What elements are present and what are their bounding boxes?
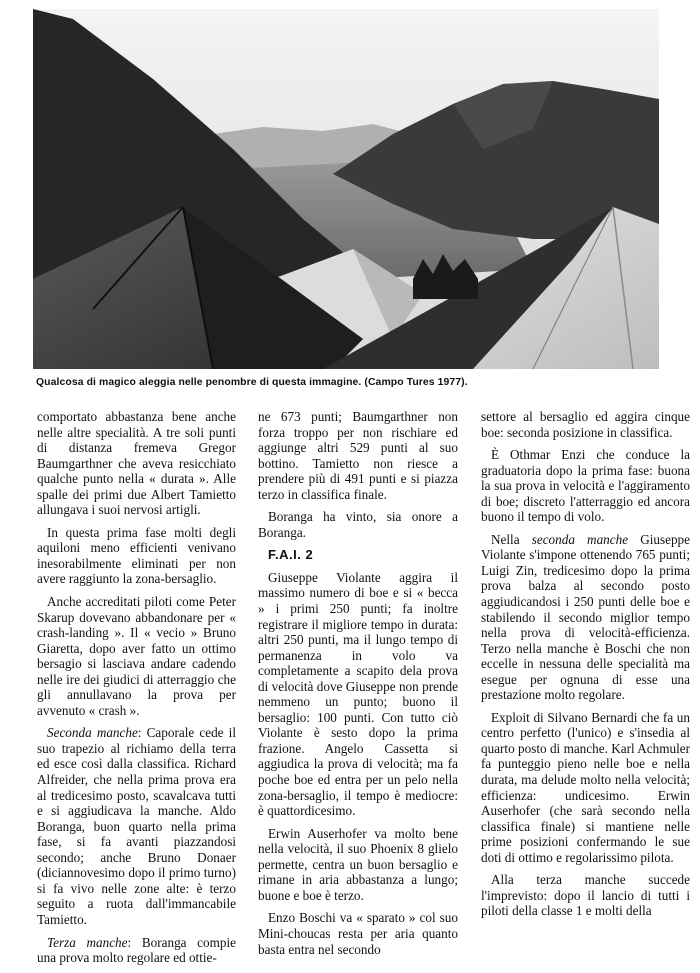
paragraph: In questa prima fase molti degli aquiloni meno efficienti venivano inesorabilmente eliminati per non avere raggiunto la zona-bersaglio. [37,524,236,587]
paragraph-text: Nella [491,531,532,547]
section-heading: F.A.I. 2 [268,547,314,563]
mountain-kites-photo [33,9,659,369]
paragraph: Enzo Boschi va « sparato » col suo Mini-choucas resta per aria quanto basta entra nel secondo [258,910,458,957]
paragraph [37,935,236,966]
paragraph: Erwin Auserhofer va molto bene nella velocità, il suo Phoenix 8 glielo permette, centra un buon bersaglio e rimane in aria abbastanza a lungo; buone e boe è terzo. [258,825,458,903]
paragraph [481,532,690,703]
photo [33,9,659,369]
paragraph: settore al bersaglio ed aggira cinque boe: seconda posizione in classifica. [481,409,690,440]
paragraph: ne 673 punti; Baumgarthner non forza troppo per non rischiare ed aggiunge altri 529 punti al suo bottino. Tamietto non riesce a prendere più di 491 punti e si piazza terzo in classifica finale. [258,409,458,502]
paragraph [37,725,236,927]
paragraph: Giuseppe Violante aggira il massimo numero di boe e si « becca » i primi 250 punti; fa inoltre registrare il migliore tempo in durata: altri 250 punti, ma il lungo tempo di permanenza in volo va completamente a scapito dela prova di velocità dove Giuseppe non prende nemmeno un punto; buono il bersaglio: 100 punti. Con tutto ciò Violante è sesto dopo la prima frazione. Angelo Cassetta si aggiudica la prova di velocità; ma fa poche boe ed entra per un pelo nella zona-bersaglio, il tempo è mediocre: è quattordicesimo. [258,569,458,819]
photo-caption: Qualcosa di magico aleggia nelle penombre di questa immagine. (Campo Tures 1977). [36,377,468,388]
paragraph: comportato abbastanza bene anche nelle altre specialità. A tre soli punti di distanza fremeva Gregor Baumgarthner che aveva resicchiato qualche punto nella « durata ». Alle spalle dei primi due Albert Tamietto allungava i suoi nervosi artigli. [37,409,236,518]
paragraph: Boranga ha vinto, sia onore a Boranga. [258,509,458,540]
paragraph: Anche accreditati piloti come Peter Skarup dovevano abbandonare per « crash-landing ». Il « vecio » Bruno Giaretta, dopo aver fatto un ottimo bersagio si lasciava andare cadendo nelle ire dei giudici di atterraggio che gli annullavano la prova per avvenuto « crash ». [37,594,236,718]
article-column-2 [258,409,458,964]
section-lead: Terza manche [47,934,128,950]
paragraph: Exploit di Silvano Bernardi che fa un centro perfetto (l'unico) e s'insedia al quarto posto di manche. Karl Achmuler fa punteggio pieno nelle boe e nella durata, ma delude molto nella velocità; efficienza: undicesimo. Erwin Auserhofer (che sarà secondo nella classifica finale) si mantiene nelle prime posizioni confermando le sue doti di ottimo e regolarissimo pilota. [481,709,690,865]
paragraph: Alla terza manche succede l'imprevisto: dopo il lancio di tutti i piloti della classe 1 e molti della [481,872,690,919]
section-lead: Seconda manche [47,725,138,741]
paragraph-text: : Boranga compie una prova molto regolare ed ottie- [37,934,236,966]
section-lead: seconda manche [531,531,629,547]
paragraph-text: : Caporale cede il suo trapezio al richiamo della terra ed esce così dalla classifica. Richard Alfreider, che nella prima prova era al tredicesimo posto, scavalcava tutti e si aggiudicava la manche. Aldo Boranga, buon quarto nella prima fase, si fa avanti piazzandosi secondo; anche Bruno Donaer (diciannovesimo dopo il primo turno) si fa vivo nelle zone alte: è terzo seguito a ruota dall'immancabile Tamietto. [37,725,236,927]
paragraph-text: Giuseppe Violante s'impone ottenendo 765 punti; Luigi Zin, tredicesimo dopo la prima prova balza al secondo posto aggiudicandosi i 250 punti delle boe e stabilendo il secondo miglior tempo nella prova di velocità-efficienza. Terzo nella manche è Boschi che non eccelle in nessuna delle specialità ma esegue per ognuna di esse una prestazione molto regolare. [481,531,690,703]
article-column-1 [37,409,236,973]
article-column-3 [481,409,690,926]
paragraph: È Othmar Enzi che conduce la graduatoria dopo la prima fase: buona la sua prova in velocità e l'aggiramento di boe; discreto l'atterraggio ed ancora buono il tempo di volo. [481,447,690,525]
